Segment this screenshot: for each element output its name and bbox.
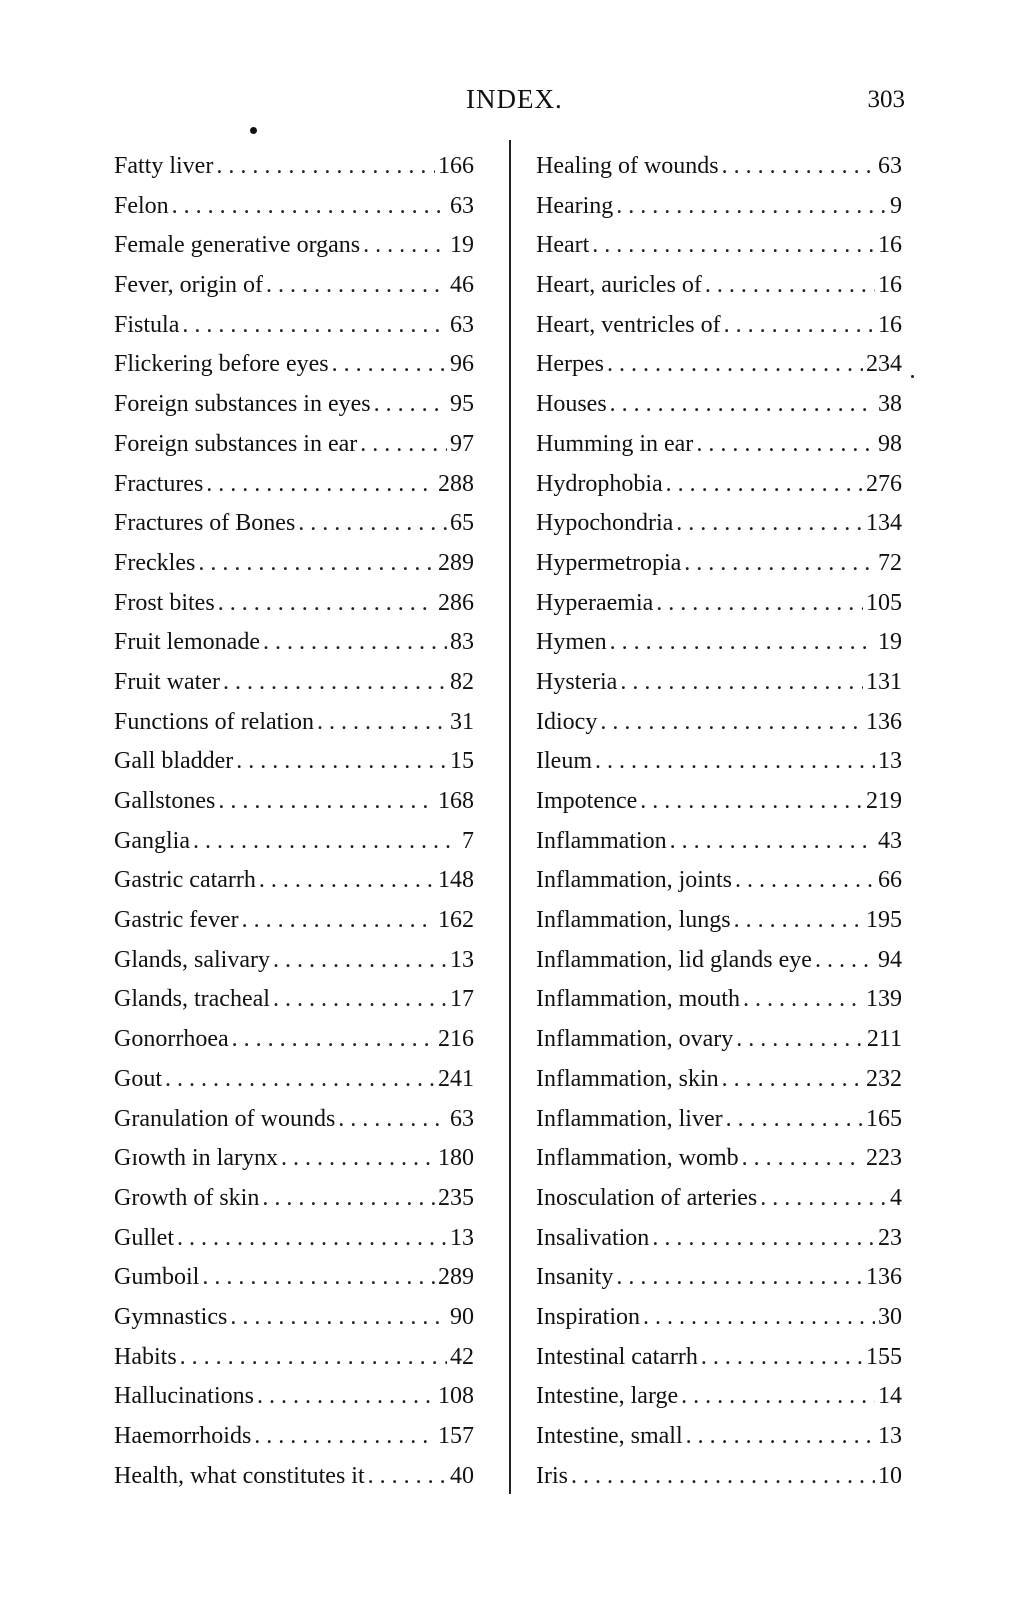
index-entry (114, 742, 474, 782)
index-page-number: 15 (450, 748, 474, 775)
dot-leader (281, 1139, 435, 1179)
index-term: Hydrophobia (536, 470, 663, 497)
dot-leader (676, 504, 863, 544)
printer-dot-mark (250, 127, 257, 134)
index-entry (114, 1060, 474, 1100)
dot-leader (332, 345, 447, 385)
index-entry (114, 147, 474, 187)
index-page-number: 42 (450, 1343, 474, 1370)
index-page-number: 10 (878, 1462, 902, 1489)
index-page-number: 30 (878, 1303, 902, 1330)
index-page-number: 108 (438, 1383, 474, 1410)
index-page-number: 19 (878, 629, 902, 656)
dot-leader (232, 1020, 435, 1060)
index-page-number: 241 (438, 1065, 474, 1092)
dot-leader (198, 544, 435, 584)
dot-leader (177, 1219, 447, 1259)
index-page-number: 166 (438, 153, 474, 179)
index-term: Gout (114, 1065, 162, 1092)
dot-leader (259, 861, 435, 901)
index-page-number: 168 (438, 788, 474, 814)
dot-leader (273, 941, 447, 981)
index-page-number: 72 (878, 549, 902, 576)
dot-leader (600, 703, 863, 743)
index-page-number: 63 (450, 1105, 474, 1132)
dot-leader (666, 465, 863, 505)
index-term: Intestine, small (536, 1423, 683, 1449)
index-term: Hypermetropia (536, 549, 682, 576)
index-page-number: 211 (866, 1026, 902, 1053)
index-entry (536, 941, 902, 981)
index-term: Frost bites (114, 589, 215, 616)
running-head (0, 84, 1035, 118)
index-term: Glands, tracheal (114, 986, 270, 1013)
index-page-number: 95 (450, 391, 474, 418)
dot-leader (193, 822, 457, 862)
index-entry (114, 980, 474, 1020)
index-page-number: 289 (438, 1264, 474, 1291)
dot-leader (722, 1060, 863, 1100)
index-page-number: 131 (866, 668, 902, 695)
index-entry (114, 822, 474, 862)
index-page-number: 65 (450, 510, 474, 537)
index-entry (536, 980, 902, 1020)
index-page-number: 63 (450, 192, 474, 219)
dot-leader (216, 147, 435, 187)
dot-leader (223, 663, 447, 703)
index-page-number: 31 (450, 708, 474, 735)
index-page-number: 43 (878, 827, 902, 854)
index-term: Idiocy (536, 708, 598, 735)
index-term: Freckles (114, 549, 196, 576)
index-entry (114, 1179, 474, 1219)
dot-leader (607, 345, 863, 385)
index-entry (536, 187, 902, 227)
index-page-number: 276 (866, 470, 902, 497)
index-entry (536, 742, 902, 782)
index-entry (114, 1258, 474, 1298)
dot-leader (736, 1020, 864, 1060)
index-entry (536, 1377, 902, 1417)
index-entry (114, 385, 474, 425)
index-entry (114, 1417, 474, 1457)
index-column-right (536, 147, 902, 1496)
index-term: Fractures (114, 470, 204, 497)
index-entry (536, 385, 902, 425)
dot-leader (218, 782, 435, 822)
index-page-number: 136 (866, 1264, 902, 1291)
index-term: Inflammation, liver (536, 1105, 723, 1132)
index-entry (536, 1298, 902, 1338)
index-term: Inflammation, womb (536, 1145, 739, 1172)
index-entry (114, 345, 474, 385)
index-term: Foreign substances in ear (114, 430, 358, 457)
index-entry (536, 1417, 902, 1457)
stray-ink-dot (911, 375, 914, 378)
index-page-number: 83 (450, 629, 474, 656)
index-term: Habits (114, 1343, 177, 1370)
index-page-number: 17 (450, 986, 474, 1013)
dot-leader (363, 226, 447, 266)
dot-leader (610, 623, 875, 663)
dot-leader (182, 306, 447, 346)
dot-leader (374, 385, 447, 425)
index-page-number: 13 (450, 946, 474, 973)
index-entry (536, 663, 902, 703)
index-term: Inflammation, skin (536, 1065, 719, 1092)
index-page-number: 98 (878, 430, 902, 457)
index-entry (114, 1338, 474, 1378)
index-entry (114, 187, 474, 227)
index-page-number: 38 (878, 391, 902, 418)
index-term: Fever, origin of (114, 272, 264, 299)
index-column-left (114, 147, 474, 1496)
index-entry (536, 266, 902, 306)
dot-leader (705, 266, 875, 306)
index-page-number: 14 (878, 1383, 902, 1410)
index-page-number: 46 (450, 272, 474, 299)
dot-leader (236, 742, 447, 782)
index-entry (114, 1020, 474, 1060)
index-page-number: 155 (866, 1343, 902, 1370)
index-term: Herpes (536, 351, 604, 378)
dot-leader (266, 266, 447, 306)
index-page-number: 162 (438, 907, 474, 934)
index-page-number: 134 (866, 510, 902, 537)
index-term: Ganglia (114, 827, 190, 854)
page-number: 303 (867, 86, 905, 113)
index-term: Growth of skin (114, 1184, 260, 1211)
index-entry (114, 504, 474, 544)
index-term: Gɪowth in larynx (114, 1145, 278, 1172)
index-page-number: 13 (450, 1224, 474, 1251)
dot-leader (218, 584, 435, 624)
dot-leader (165, 1060, 435, 1100)
index-page-number: 94 (878, 946, 902, 973)
index-term: Haemorrhoids (114, 1423, 252, 1449)
index-page-number: 16 (878, 272, 902, 299)
dot-leader (686, 1417, 875, 1457)
dot-leader (742, 1139, 863, 1179)
index-term: Inspiration (536, 1303, 640, 1330)
index-term: Impotence (536, 788, 638, 814)
index-term: Gastric fever (114, 907, 239, 934)
index-entry (114, 1139, 474, 1179)
index-term: Gastric catarrh (114, 867, 256, 894)
index-entry (536, 425, 902, 465)
index-entry (536, 861, 902, 901)
index-entry (536, 623, 902, 663)
index-page-number: 180 (438, 1145, 474, 1172)
index-entry (114, 782, 474, 822)
dot-leader (670, 822, 875, 862)
index-term: Hallucinations (114, 1383, 254, 1410)
index-page-number: 63 (878, 153, 902, 179)
dot-leader (206, 465, 435, 505)
index-page-number: 216 (438, 1026, 474, 1053)
index-term: Gullet (114, 1224, 174, 1251)
index-term: Insanity (536, 1264, 614, 1291)
index-page-number: 63 (450, 311, 474, 338)
index-entry (536, 226, 902, 266)
index-page-number: 223 (866, 1145, 902, 1172)
index-term: Gonorrhoea (114, 1026, 229, 1053)
index-term: Inflammation, lungs (536, 907, 731, 934)
index-term: Fractures of Bones (114, 510, 296, 537)
index-page-number: 97 (450, 430, 474, 457)
index-page-number: 66 (878, 867, 902, 894)
index-term: Fistula (114, 311, 180, 338)
index-entry (536, 465, 902, 505)
index-page-number: 13 (878, 1423, 902, 1449)
index-term: Flickering before eyes (114, 351, 329, 378)
dot-leader (735, 861, 875, 901)
dot-leader (684, 544, 875, 584)
dot-leader (262, 1179, 435, 1219)
index-entry (536, 584, 902, 624)
dot-leader (592, 226, 875, 266)
index-page-number: 139 (866, 986, 902, 1013)
index-term: Hysteria (536, 668, 618, 695)
index-entry (114, 663, 474, 703)
index-term: Fruit water (114, 668, 220, 695)
index-entry (536, 1457, 902, 1497)
dot-leader (180, 1338, 447, 1378)
dot-leader (257, 1377, 435, 1417)
dot-leader (360, 425, 447, 465)
index-term: Iris (536, 1462, 568, 1489)
index-page-number: 148 (438, 867, 474, 894)
dot-leader (643, 1298, 875, 1338)
index-term: Inflammation, lid glands eye (536, 946, 812, 973)
index-entry (536, 306, 902, 346)
index-term: Inflammation, joints (536, 867, 732, 894)
index-term: Gallstones (114, 788, 216, 814)
dot-leader (230, 1298, 447, 1338)
index-entry (536, 703, 902, 743)
index-term: Intestinal catarrh (536, 1343, 698, 1370)
index-entry (114, 226, 474, 266)
index-page-number: 13 (878, 748, 902, 775)
index-entry (114, 425, 474, 465)
index-entry (536, 544, 902, 584)
index-term: Hyperaemia (536, 589, 654, 616)
index-term: Insalivation (536, 1224, 650, 1251)
index-entry (536, 504, 902, 544)
index-entry (114, 623, 474, 663)
index-entry (536, 901, 902, 941)
index-term: Gumboil (114, 1264, 200, 1291)
index-term: Ileum (536, 748, 592, 775)
dot-leader (701, 1338, 863, 1378)
index-entry (536, 345, 902, 385)
index-term: Houses (536, 391, 607, 418)
index-term: Granulation of wounds (114, 1105, 336, 1132)
index-entry (536, 147, 902, 187)
index-entry (536, 1179, 902, 1219)
index-term: Hearing (536, 192, 614, 219)
index-entry (536, 1139, 902, 1179)
dot-leader (595, 742, 875, 782)
dot-leader (620, 663, 863, 703)
index-term: Health, what constitutes it (114, 1462, 365, 1489)
index-page-number: 235 (438, 1184, 474, 1211)
dot-leader (368, 1457, 447, 1497)
index-page-number: 7 (462, 827, 474, 854)
index-page-number: 234 (866, 351, 902, 378)
index-term: Inosculation of arteries (536, 1184, 758, 1211)
index-page-number: 9 (890, 192, 902, 219)
page-title: INDEX. (466, 84, 563, 114)
index-term: Healing of wounds (536, 153, 719, 179)
index-entry (536, 1100, 902, 1140)
index-entry (536, 1020, 902, 1060)
index-term: Fruit lemonade (114, 629, 260, 656)
index-entry (536, 782, 902, 822)
dot-leader (656, 584, 863, 624)
index-entry (114, 584, 474, 624)
dot-leader (640, 782, 863, 822)
index-page-number: 82 (450, 668, 474, 695)
dot-leader (571, 1457, 875, 1497)
index-term: Intestine, large (536, 1383, 679, 1410)
dot-leader (254, 1417, 435, 1457)
index-entry (114, 465, 474, 505)
dot-leader (722, 147, 875, 187)
index-entry (114, 544, 474, 584)
index-page-number: 232 (866, 1065, 902, 1092)
index-page-number: 195 (866, 907, 902, 934)
dot-leader (273, 980, 447, 1020)
index-page-number: 90 (450, 1303, 474, 1330)
dot-leader (202, 1258, 435, 1298)
index-page-number: 165 (866, 1105, 902, 1132)
index-page-number: 289 (438, 549, 474, 576)
index-term: Fatty liver (114, 153, 214, 179)
index-page-number: 40 (450, 1462, 474, 1489)
index-term: Heart (536, 232, 590, 259)
index-entry (536, 1219, 902, 1259)
dot-leader (724, 306, 875, 346)
index-term: Inflammation, ovary (536, 1026, 734, 1053)
dot-leader (760, 1179, 885, 1219)
index-entry (114, 266, 474, 306)
dot-leader (743, 980, 863, 1020)
index-entry (114, 1298, 474, 1338)
index-page-number: 16 (878, 232, 902, 259)
dot-leader (616, 1258, 863, 1298)
dot-leader (681, 1377, 875, 1417)
index-term: Humming in ear (536, 430, 694, 457)
dot-leader (242, 901, 435, 941)
dot-leader (172, 187, 447, 227)
dot-leader (726, 1100, 863, 1140)
index-entry (114, 306, 474, 346)
index-entry (536, 1338, 902, 1378)
index-page-number: 96 (450, 351, 474, 378)
dot-leader (298, 504, 447, 544)
index-term: Glands, salivary (114, 946, 270, 973)
index-term: Gall bladder (114, 748, 234, 775)
dot-leader (263, 623, 447, 663)
index-entry (114, 941, 474, 981)
index-entry (536, 822, 902, 862)
index-term: Hymen (536, 629, 607, 656)
index-page-number: 4 (890, 1184, 902, 1211)
index-term: Hypochondria (536, 510, 674, 537)
index-entry (114, 1100, 474, 1140)
index-entry (536, 1060, 902, 1100)
index-term: Functions of relation (114, 708, 314, 735)
index-term: Inflammation (536, 827, 667, 854)
index-page-number: 219 (866, 788, 902, 814)
dot-leader (696, 425, 875, 465)
index-entry (114, 901, 474, 941)
index-term: Heart, auricles of (536, 272, 702, 299)
index-page-number: 105 (866, 589, 902, 616)
index-page-number: 136 (866, 708, 902, 735)
index-term: Inflammation, mouth (536, 986, 740, 1013)
dot-leader (338, 1100, 447, 1140)
index-entry (114, 861, 474, 901)
index-page-number: 286 (438, 589, 474, 616)
index-entry (536, 1258, 902, 1298)
index-term: Heart, ventricles of (536, 311, 721, 338)
dot-leader (815, 941, 875, 981)
index-entry (114, 1377, 474, 1417)
index-page-number: 157 (438, 1423, 474, 1449)
dot-leader (317, 703, 447, 743)
index-entry (114, 703, 474, 743)
index-entry (114, 1219, 474, 1259)
column-divider (509, 140, 511, 1494)
index-page-number: 19 (450, 232, 474, 259)
index-term: Female generative organs (114, 232, 361, 259)
index-page-number: 23 (878, 1224, 902, 1251)
index-term: Foreign substances in eyes (114, 391, 371, 418)
dot-leader (616, 187, 885, 227)
index-term: Gymnastics (114, 1303, 228, 1330)
dot-leader (652, 1219, 875, 1259)
dot-leader (734, 901, 863, 941)
index-page-number: 288 (438, 470, 474, 497)
dot-leader (610, 385, 875, 425)
index-entry (114, 1457, 474, 1497)
index-page-number: 16 (878, 311, 902, 338)
index-term: Felon (114, 192, 169, 219)
